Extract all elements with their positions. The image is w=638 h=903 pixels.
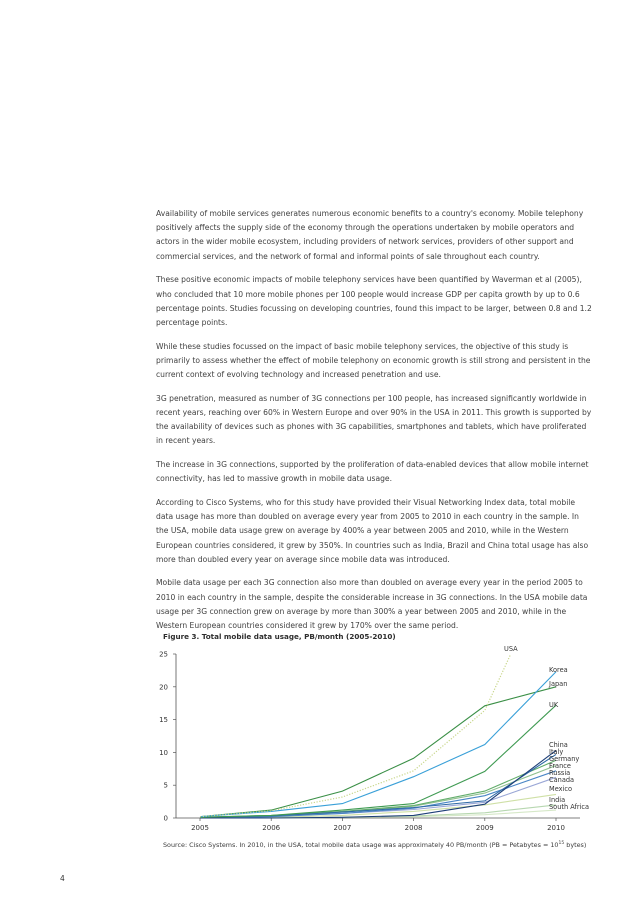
figure <box>150 628 610 858</box>
source-text: Source: Cisco Systems. In 2010, in the USA, total mobile data usage was approximately 40 PB/month (PB = Petabytes = 10 <box>163 841 559 850</box>
series-label-italy: Italy <box>549 748 564 756</box>
series-label-uk: UK <box>549 701 559 709</box>
series-label-japan: Japan <box>549 680 568 688</box>
series-line-japan <box>200 687 556 817</box>
series-line-korea <box>200 672 556 817</box>
paragraph: While these studies focussed on the impact of basic mobile telephony services, the objective of this study is primarily to assess whether the effect of mobile telephony on economic growth is still strong and persistent in the current context of evolving technology and increased penetration and use. <box>156 341 591 380</box>
line-chart <box>150 628 610 858</box>
x-tick-label: 2008 <box>404 824 423 832</box>
series-line-uk <box>200 705 556 817</box>
series-label-russia: Russia <box>549 769 571 777</box>
x-tick-label: 2006 <box>262 824 281 832</box>
x-tick-label: 2010 <box>547 824 565 832</box>
source-note <box>163 841 586 849</box>
paragraph: The increase in 3G connections, supported by the proliferation of data-enabled devices that allow mobile internet connectivity, has led to massive growth in mobile data usage. <box>156 460 589 484</box>
paragraph: Mobile data usage per each 3G connection also more than doubled on average every year in the period 2005 to 2010 in each country in the sample, despite the considerable increase in 3G connections. In the USA mobile data usage per 3G connection grew on average by more than 300% a year between 2005 and 2010, while in the Western European countries considered it grew by 170% over the same period. <box>156 578 588 631</box>
series-label-india: India <box>549 796 566 804</box>
series-label-usa: USA <box>504 645 518 653</box>
y-tick-label: 5 <box>163 781 168 790</box>
y-tick-label: 15 <box>159 716 168 725</box>
series-label-china: China <box>549 741 568 749</box>
y-tick-label: 10 <box>159 748 168 757</box>
series-line-mexico <box>200 794 556 818</box>
series-label-mexico: Mexico <box>549 785 573 793</box>
y-tick-label: 0 <box>163 814 168 823</box>
x-tick-label: 2009 <box>475 824 494 832</box>
series-line-china <box>200 750 556 818</box>
source-tail: bytes) <box>564 841 587 850</box>
paragraph: Availability of mobile services generates numerous economic benefits to a country's economy. Mobile telephony positively affects the supply side of the economy through the operations undertaken by mobile operators and actors in the wider mobile ecosystem, including providers of network services, providers of other support and commercial services, and the network of formal and informal points of sale throughout each country. <box>156 209 584 261</box>
paragraph: According to Cisco Systems, who for this study have provided their Visual Networking Index data, total mobile data usage has more than doubled on average every year from 2005 to 2010 in each country in the sample. In the USA, mobile data usage grew on average by 400% a year between 2005 and 2010, while in the Western European countries considered, it grew by 350%. In countries such as India, Brazil and China total usage has also more than doubled every year on average since mobile data was introduced. <box>156 497 589 564</box>
series-label-korea: Korea <box>549 666 568 674</box>
y-tick-label: 25 <box>159 650 168 659</box>
body-text <box>156 207 592 643</box>
series-label-france: France <box>549 762 571 770</box>
source-exponent: 15 <box>558 841 565 846</box>
series-label-south-africa: South Africa <box>549 803 590 811</box>
paragraph: 3G penetration, measured as number of 3G connections per 100 people, has increased significantly worldwide in recent years, reaching over 60% in Western Europe and over 90% in the USA in 2011. This growth is supported by the availability of devices such as phones with 3G capabilities, smartphones and tablets, which have proliferated in recent years. <box>156 393 592 446</box>
figure-title: Figure 3. Total mobile data usage, PB/month (2005-2010) <box>163 632 396 641</box>
series-label-germany: Germany <box>549 755 580 763</box>
paragraph: These positive economic impacts of mobile telephony services have been quantified by Waverman et al (2005), who concluded that 10 more mobile phones per 100 people would increase GDP per capita growth by up to 0.6 percentage points. Studies focussing on developing countries, found this impact to be larger, between 0.8 and 1.2 percentage points. <box>156 275 592 327</box>
page-number: 4 <box>60 874 65 883</box>
x-tick-label: 2007 <box>333 824 352 832</box>
y-tick-label: 20 <box>159 683 168 692</box>
x-tick-label: 2005 <box>191 824 209 832</box>
series-line-usa <box>200 655 510 817</box>
series-label-canada: Canada <box>549 776 575 784</box>
